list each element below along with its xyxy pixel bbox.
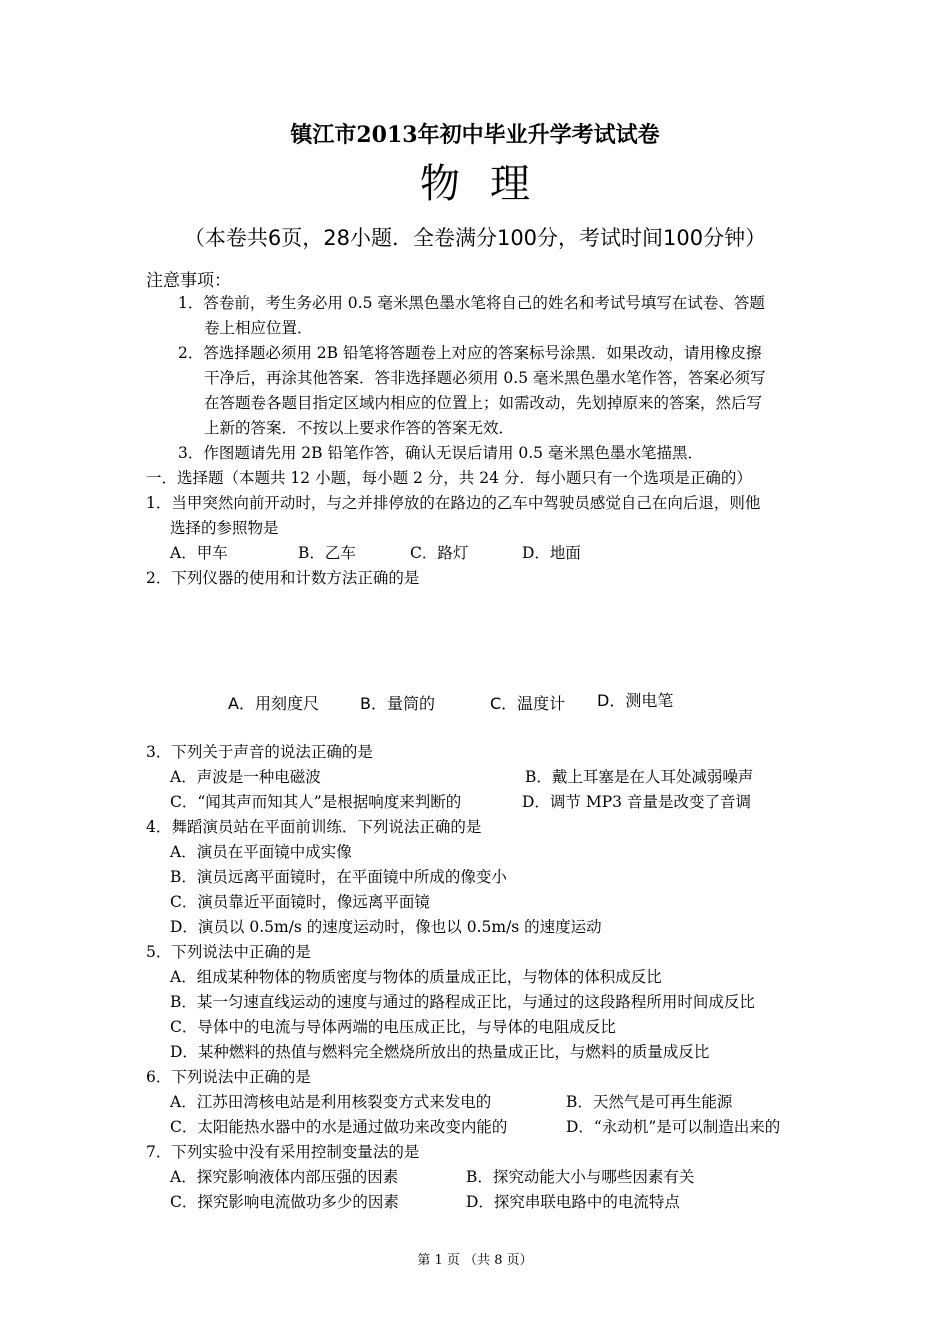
question-2-option-b: B．量筒的 xyxy=(360,694,435,713)
question-5-option-b: B．某一匀速直线运动的速度与通过的路程成正比，与通过的这段路程所用时间成反比 xyxy=(170,993,755,1011)
notice-item-2-cont: 上新的答案．不按以上要求作答的答案无效． xyxy=(204,419,515,437)
question-6-option-b: B．天然气是可再生能源 xyxy=(566,1093,733,1111)
question-1-option-d: D．地面 xyxy=(522,544,581,562)
question-4-option-a: A．演员在平面镜中成实像 xyxy=(170,843,352,861)
question-2-option-a: A．用刻度尺 xyxy=(228,694,319,713)
notice-item-1: 1．答卷前，考生务必用 0.5 毫米黑色墨水笔将自己的姓名和考试号填写在试卷、答题 xyxy=(178,294,765,312)
question-4-option-b: B．演员远离平面镜时，在平面镜中所成的像变小 xyxy=(170,868,507,886)
section-heading: 一．选择题（本题共 12 小题，每小题 2 分，共 24 分．每小题只有一个选项是正确的） xyxy=(146,469,752,487)
exam-info: （本卷共6页，28小题．全卷满分100分，考试时间100分钟） xyxy=(183,226,767,250)
question-5-option-a: A．组成某种物体的物质密度与物体的质量成正比，与物体的体积成反比 xyxy=(170,968,662,986)
notice-item-3: 3．作图题请先用 2B 铅笔作答，确认无误后请用 0.5 毫米黑色墨水笔描黑． xyxy=(178,444,703,462)
question-3-stem: 3．下列关于声音的说法正确的是 xyxy=(146,743,373,761)
notice-item-1-cont: 卷上相应位置． xyxy=(204,319,313,337)
question-5-option-d: D．某种燃料的热值与燃料完全燃烧所放出的热量成正比，与燃料的质量成反比 xyxy=(170,1043,710,1061)
question-7-stem: 7．下列实验中没有采用控制变量法的是 xyxy=(146,1143,420,1161)
question-6-option-d: D．“永动机”是可以制造出来的 xyxy=(566,1118,781,1136)
question-2-option-d: D．测电笔 xyxy=(597,691,674,710)
notice-item-2-cont: 在答题卷各题目指定区域内相应的位置上；如需改动，先划掉原来的答案，然后写 xyxy=(204,394,763,412)
question-7-option-c: C．探究影响电流做功多少的因素 xyxy=(170,1193,399,1211)
question-4-stem: 4．舞蹈演员站在平面前训练．下列说法正确的是 xyxy=(146,818,482,836)
question-6-option-c: C．太阳能热水器中的水是通过做功来改变内能的 xyxy=(170,1118,508,1136)
question-4-option-d: D．演员以 0.5m/s 的速度运动时，像也以 0.5m/s 的速度运动 xyxy=(170,918,602,936)
question-1-option-b: B．乙车 xyxy=(298,544,356,562)
question-3-option-d: D．调节 MP3 音量是改变了音调 xyxy=(522,793,751,811)
question-6-option-a: A．江苏田湾核电站是利用核裂变方式来发电的 xyxy=(170,1093,492,1111)
question-2-stem: 2．下列仪器的使用和计数方法正确的是 xyxy=(146,569,420,587)
question-5-option-c: C．导体中的电流与导体两端的电压成正比，与导体的电阻成反比 xyxy=(170,1018,616,1036)
notice-item-2: 2．答选择题必须用 2B 铅笔将答题卷上对应的答案标号涂黑．如果改动，请用橡皮擦 xyxy=(178,344,762,362)
question-3-option-a: A．声波是一种电磁波 xyxy=(170,768,321,786)
exam-title: 镇江市2013年初中毕业升学考试试卷 xyxy=(290,122,660,148)
question-7-option-a: A．探究影响液体内部压强的因素 xyxy=(170,1168,399,1186)
question-7-option-d: D．探究串联电路中的电流特点 xyxy=(466,1193,680,1211)
question-3-option-b: B．戴上耳塞是在人耳处减弱噪声 xyxy=(525,768,754,786)
question-1-stem-cont: 选择的参照物是 xyxy=(170,519,279,537)
notice-item-2-cont: 干净后，再涂其他答案．答非选择题必须用 0.5 毫米黑色墨水笔作答，答案必须写 xyxy=(204,369,766,387)
question-1-option-a: A．甲车 xyxy=(170,544,228,562)
question-6-stem: 6．下列说法中正确的是 xyxy=(146,1068,311,1086)
subject-title: 物理 xyxy=(420,161,560,207)
question-1-stem: 1．当甲突然向前开动时，与之并排停放的在路边的乙车中驾驶员感觉自己在向后退，则他 xyxy=(146,494,761,512)
question-1-option-c: C．路灯 xyxy=(410,544,469,562)
question-5-stem: 5．下列说法中正确的是 xyxy=(146,943,311,961)
question-2-option-c: C．温度计 xyxy=(490,694,566,713)
page-footer: 第 1 页 （共 8 页） xyxy=(417,1253,533,1268)
question-7-option-b: B．探究动能大小与哪些因素有关 xyxy=(466,1168,695,1186)
notice-heading: 注意事项： xyxy=(146,271,231,291)
question-4-option-c: C．演员靠近平面镜时，像远离平面镜 xyxy=(170,893,430,911)
question-3-option-c: C．“闻其声而知其人”是根据响度来判断的 xyxy=(170,793,462,811)
